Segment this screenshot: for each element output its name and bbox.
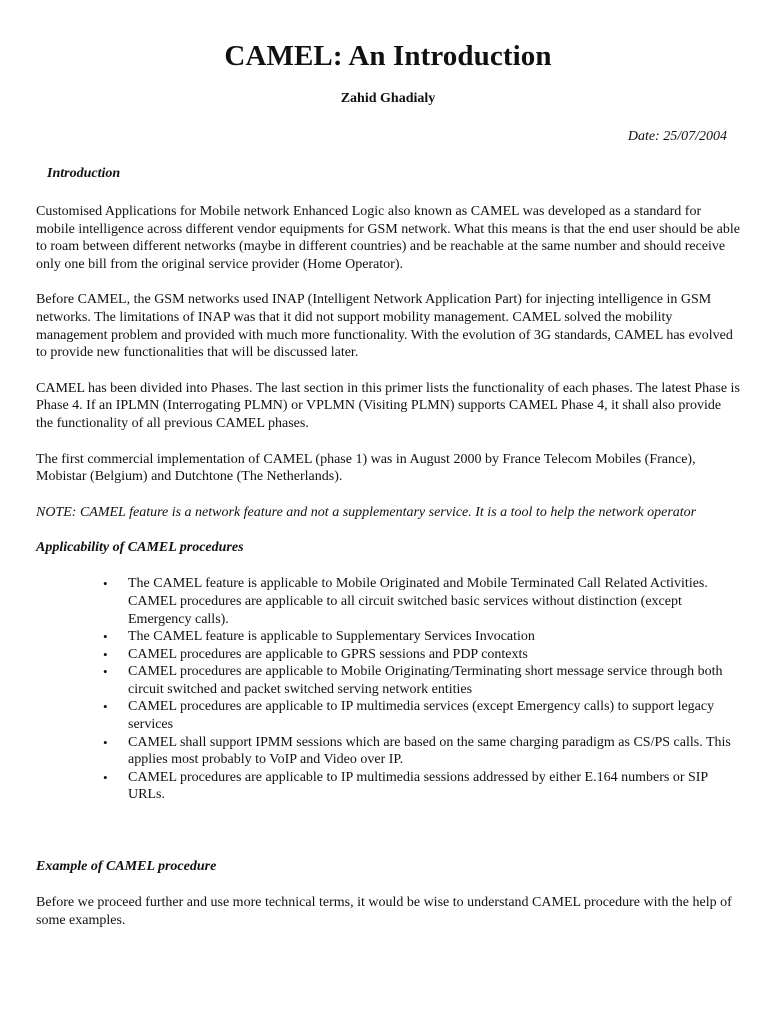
intro-paragraph-2: Before CAMEL, the GSM networks used INAP (Intelligent Network Application Part) for injecting intelligence in GSM networks. The limitations of INAP was that it did not support mobility management. CAMEL solved the mobility management problem and provided with much more functionality. With the evolution of 3G standards, CAMEL has evolved to provide new functionalities that will be discussed later. — [36, 292, 733, 361]
list-item — [103, 646, 740, 664]
bullet-icon: • — [103, 769, 108, 785]
list-item-text: CAMEL procedures are applicable to GPRS sessions and PDP contexts — [128, 646, 528, 662]
bullet-icon: • — [103, 734, 108, 750]
introduction-heading: Introduction — [47, 166, 121, 181]
example-paragraph: Before we proceed further and use more technical terms, it would be wise to understand CAMEL procedure with the help of some examples. — [36, 895, 732, 928]
document-date: Date: 25/07/2004 — [627, 129, 727, 144]
intro-paragraph-3: CAMEL has been divided into Phases. The last section in this primer lists the functionality of each phases. The latest Phase is Phase 4. If an IPLMN (Interrogating PLMN) or VPLMN (Visiting PLMN) supports CAMEL Phase 4, it shall also provide the functionality of all previous CAMEL phases. — [36, 380, 740, 431]
list-item-text: CAMEL shall support IPMM sessions which are based on the same charging paradigm as CS/PS calls. This applies most probably to VoIP and Video over IP. — [128, 734, 731, 768]
author-name: Zahid Ghadialy — [340, 91, 436, 106]
bullet-icon: • — [103, 664, 108, 680]
list-item — [103, 769, 740, 804]
bullet-icon: • — [103, 629, 108, 645]
list-item-text: The CAMEL feature is applicable to Supplementary Services Invocation — [128, 629, 535, 645]
list-item-text: The CAMEL feature is applicable to Mobile Originated and Mobile Terminated Call Related Activities. CAMEL procedures are applicable to all circuit switched basic services without distinction (except Emergency calls). — [128, 576, 708, 627]
example-heading: Example of CAMEL procedure — [36, 859, 217, 875]
list-item-text: CAMEL procedures are applicable to IP multimedia services (except Emergency calls) to support legacy services — [128, 699, 715, 733]
document-title: CAMEL: An Introduction — [224, 40, 552, 72]
intro-paragraph-1: Customised Applications for Mobile network Enhanced Logic also known as CAMEL was developed as a standard for mobile intelligence across different vendor equipments for GSM network. What this means is that the end user should be able to roam between different networks (maybe in different countries) and be reachable at the same number and should receive only one bill from the original service provider (Home Operator). — [36, 204, 740, 272]
intro-paragraph-4: The first commercial implementation of CAMEL (phase 1) was in August 2000 by France Telecom Mobiles (France), Mobistar (Belgium) and Dutchtone (The Netherlands). — [36, 451, 696, 485]
bullet-icon: • — [103, 576, 108, 592]
bullet-icon: • — [103, 646, 108, 662]
list-item-text: CAMEL procedures are applicable to Mobile Originating/Terminating short message service through both circuit switched and packet switched serving network entities — [128, 664, 723, 697]
applicability-heading: Applicability of CAMEL procedures — [36, 540, 244, 556]
note-paragraph: NOTE: CAMEL feature is a network feature and not a supplementary service. It is a tool to help the network operator — [36, 504, 697, 520]
list-item — [103, 628, 740, 646]
bullet-icon: • — [103, 699, 108, 715]
list-item — [103, 698, 740, 733]
applicability-list — [36, 557, 740, 804]
list-item — [103, 663, 740, 698]
list-item-text: CAMEL procedures are applicable to IP multimedia sessions addressed by either E.164 numbers or SIP URLs. — [128, 769, 708, 803]
list-item — [103, 575, 740, 628]
list-item — [103, 734, 740, 769]
